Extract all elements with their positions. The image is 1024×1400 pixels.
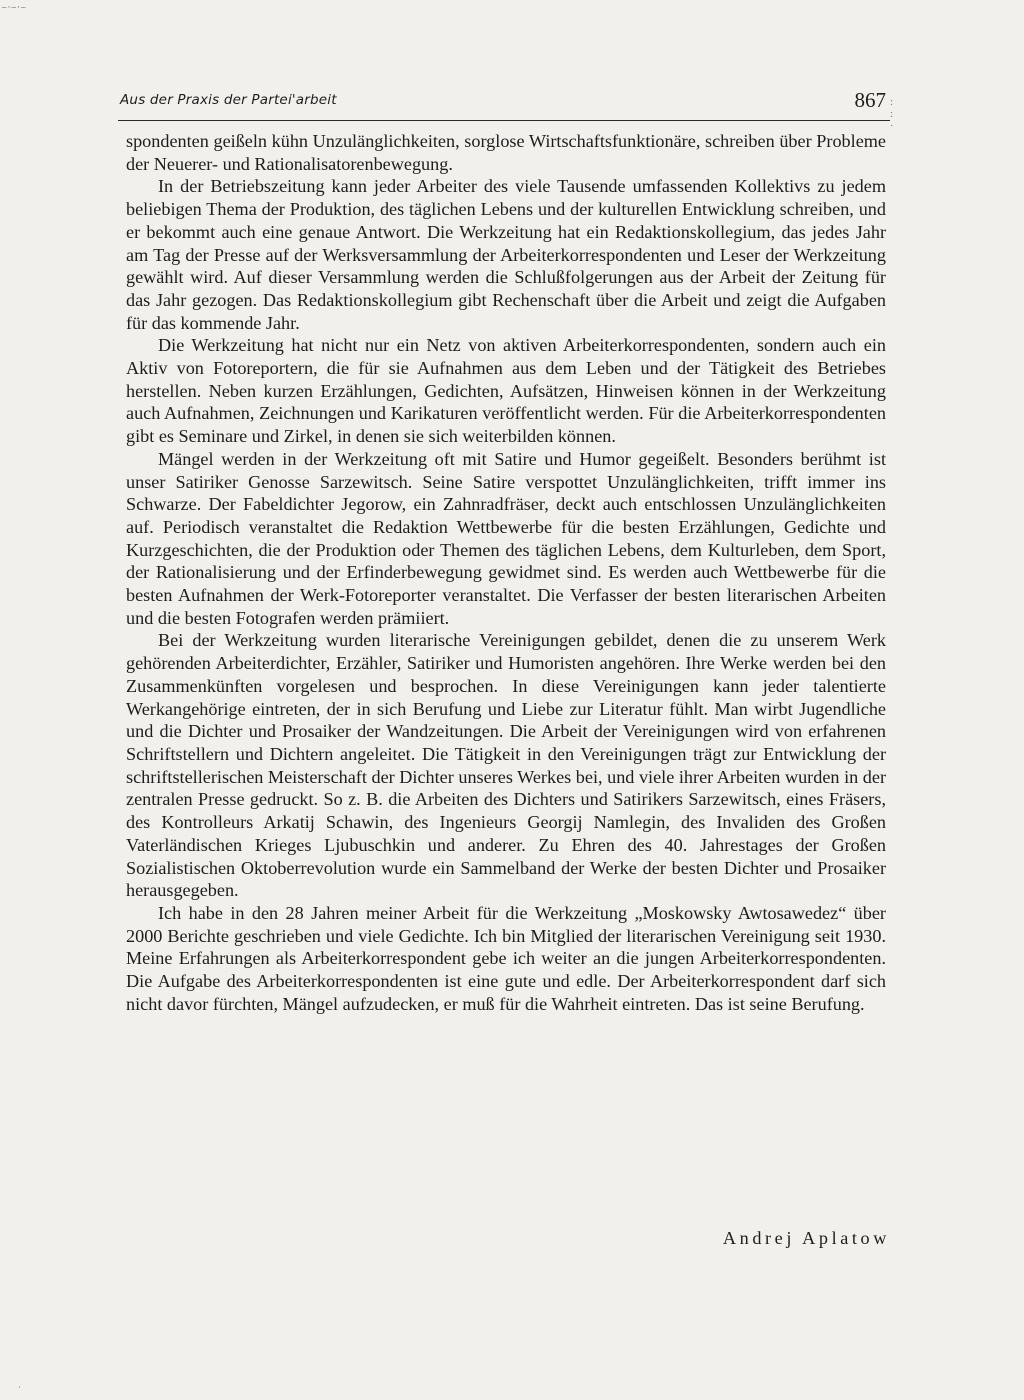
- article-body: [126, 130, 886, 1015]
- scan-mark-bottom: ·: [18, 1382, 21, 1392]
- paragraph-6: Ich habe in den 28 Jahren meiner Arbeit für die Werkzeitung „Moskowsky Awtosawedez“ über 2000 Berichte geschrieben und viele Gedichte. Ich bin Mitglied der literarischen Vereinigung seit 1930. Meine Erfahrungen als Arbeiterkorrespondent gebe ich weiter an die jungen Arbeiterkorrespondenten. Die Aufgabe des Arbeiterkorrespondenten ist eine gute und edle. Der Arbeiterkorrespondent darf sich nicht davor fürchten, Mängel aufzudecken, er muß für die Wahrheit eintreten. Das ist seine Berufung.: [126, 902, 886, 1014]
- document-page: [120, 80, 890, 1248]
- paragraph-1: spondenten geißeln kühn Unzulänglichkeiten, sorglose Wirtschaftsfunktionäre, schreiben über Probleme der Neuerer- und Rationalisatorenbewegung.: [126, 131, 886, 174]
- scan-mark: –·–·–: [2, 2, 27, 12]
- scan-edge-marks: : : ·: [890, 96, 894, 132]
- author-signature: Andrej Aplatow: [722, 1228, 890, 1248]
- paragraph-4: Mängel werden in der Werkzeitung oft mit Satire und Humor gegeißelt. Besonders berühmt ist unser Satiriker Genosse Sarzewitsch. Seine Satire verspottet Unzulänglichkeiten, trifft immer ins Schwarze. Der Fabeldichter Jegorow, ein Zahnradfräser, deckt auch entschlossen Unzulänglichkeiten auf. Periodisch veranstaltet die Redaktion Wettbewerbe für die besten Erzählungen, Gedichte und Kurzgeschichten, die der Produktion oder Themen des täglichen Lebens, dem Kulturleben, dem Sport, der Rationalisierung und der Erfinderbewegung gewidmet sind. Es werden auch Wettbewerbe für die besten Aufnahmen der Werk-Fotoreporter veranstaltet. Die Verfasser der besten literarischen Arbeiten und die besten Fotografen werden prämiiert.: [126, 448, 886, 628]
- page-number: 867: [854, 88, 886, 112]
- paragraph-3: Die Werkzeitung hat nicht nur ein Netz von aktiven Arbeiterkorrespondenten, sondern auch ein Aktiv von Fotoreportern, die für sie Aufnahmen aus dem Leben und der Tätigkeit des Betriebes herstellen. Neben kurzen Erzählungen, Gedichten, Aufsätzen, Hinweisen können in der Werkzeitung auch Aufnahmen, Zeichnungen und Karikaturen veröffentlicht werden. Für die Arbeiterkorrespondenten gibt es Seminare und Zirkel, in denen sie sich weiterbilden können.: [126, 335, 886, 447]
- running-head: Aus der Praxis der Partei'arbeit: [120, 92, 337, 108]
- page-header: [118, 80, 890, 121]
- paragraph-5: Bei der Werkzeitung wurden literarische Vereinigungen gebildet, denen die zu unserem Werk gehörenden Arbeiterdichter, Erzähler, Satiriker und Humoristen angehören. Ihre Werke werden bei den Zusammenkünften vorgelesen und besprochen. In diese Vereinigungen kann jeder talentierte Werkangehörige eintreten, der in sich Berufung und Liebe zur Literatur fühlt. Man wirbt Jugendliche und die Dichter und Prosaiker der Wandzeitungen. Die Arbeit der Vereinigungen wird von erfahrenen Schriftstellern und Dichtern angeleitet. Die Tätigkeit in den Vereinigungen trägt zur Entwicklung der schriftstellerischen Meisterschaft der Dichter unseres Werkes bei, und viele ihrer Arbeiten wurden in der zentralen Presse gedruckt. So z. B. die Arbeiten des Dichters und Satirikers Sarzewitsch, eines Fräsers, des Kontrolleurs Arkatij Schawin, des Ingenieurs Georgij Namlegin, des Invaliden des Großen Vaterländischen Krieges Ljubuschkin und anderer. Zu Ehren des 40. Jahrestages der Großen Sozialistischen Oktoberrevolution wurde ein Sammelband der Werke der besten Dichter und Prosaiker herausgegeben.: [126, 630, 886, 901]
- paragraph-2: In der Betriebszeitung kann jeder Arbeiter des viele Tausende umfassenden Kollektivs zu jedem beliebigen Thema der Produktion, des täglichen Lebens und der kulturellen Entwicklung schreiben, und er bekommt auch eine genaue Antwort. Die Werkzeitung hat ein Redaktionskollegium, das jedes Jahr am Tag der Presse auf der Werksversammlung der Arbeiterkorrespondenten und Leser der Werkzeitung gewählt wird. Auf dieser Versammlung werden die Schlußfolgerungen aus der Arbeit der Zeitung für das Jahr gezogen. Das Redaktionskollegium gibt Rechenschaft über die Arbeit und zeigt die Aufgaben für das kommende Jahr.: [126, 176, 886, 333]
